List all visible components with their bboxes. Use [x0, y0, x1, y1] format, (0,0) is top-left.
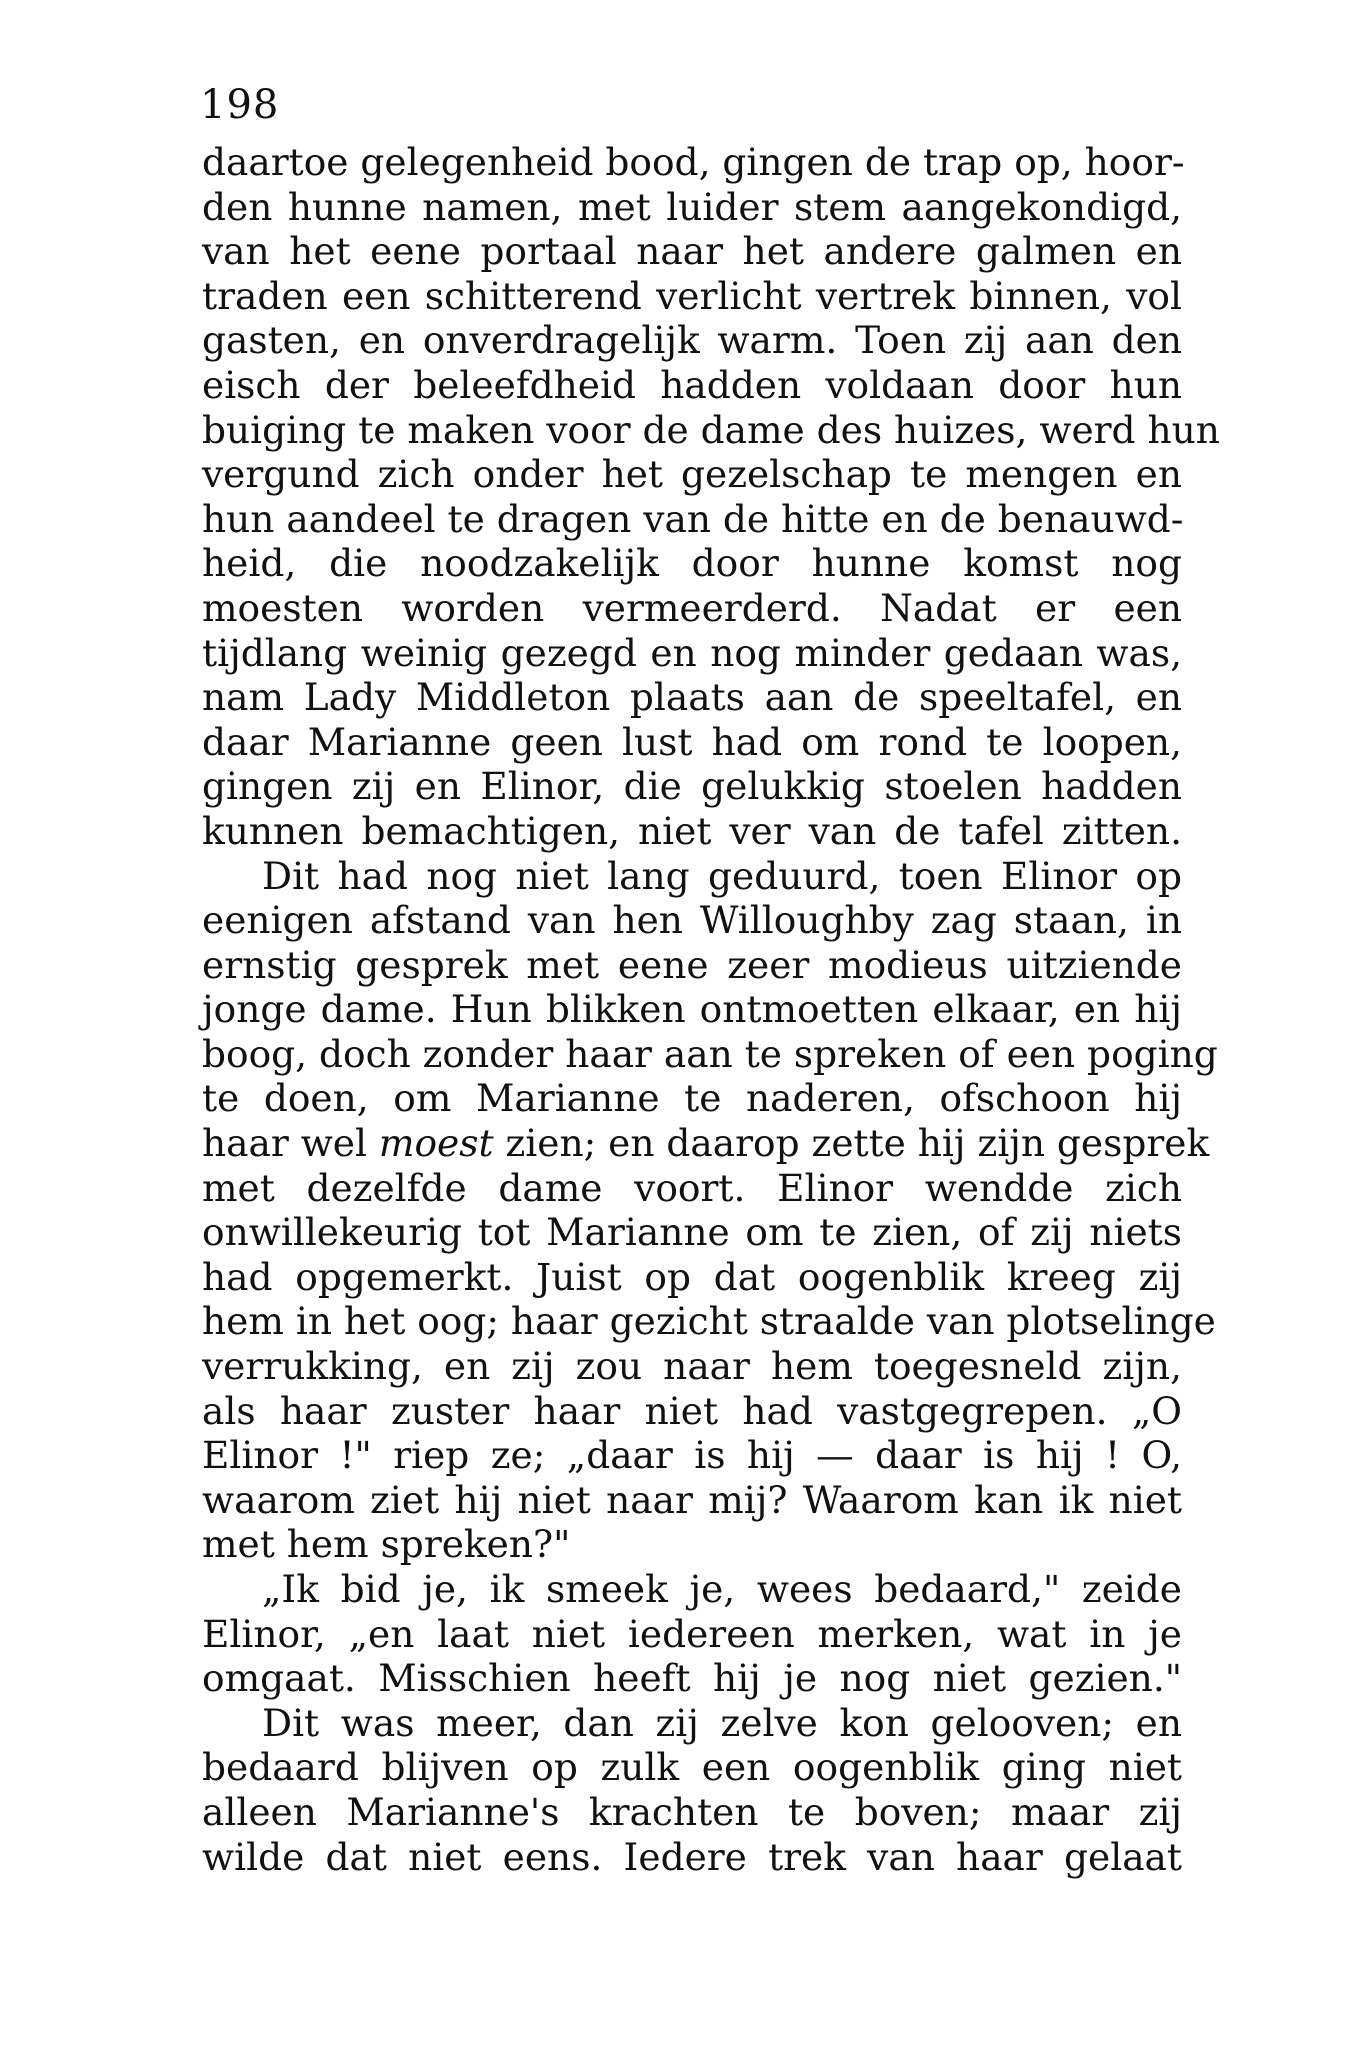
text-line: gasten, en onverdragelijk warm. Toen zij aan den [202, 318, 1182, 363]
text-line: alleen Marianne's krachten te boven; maar zij [202, 1789, 1182, 1834]
text-line: gingen zij en Elinor, die gelukkig stoelen hadden [202, 764, 1182, 809]
text-line: moesten worden vermeerderd. Nadat er een [202, 585, 1182, 630]
text-line: Elinor, „en laat niet iedereen merken, wat in je [202, 1611, 1182, 1656]
text-line: jonge dame. Hun blikken ontmoetten elkaar, en hij [202, 987, 1182, 1032]
text-line: te doen, om Marianne te naderen, ofschoon hij [202, 1076, 1182, 1121]
text-line: nam Lady Middleton plaats aan de speeltafel, en [202, 675, 1182, 720]
text-line: kunnen bemachtigen, niet ver van de tafel zitten. [202, 808, 1182, 853]
text-line: heid, die noodzakelijk door hunne komst nog [202, 541, 1182, 586]
text-line: waarom ziet hij niet naar mij? Waarom kan ik niet [202, 1477, 1182, 1522]
text-line: van het eene portaal naar het andere galmen en [202, 229, 1182, 274]
paragraph [202, 140, 1220, 854]
text-line: Dit had nog niet lang geduurd, toen Elinor op [262, 853, 1182, 898]
text-line: met dezelfde dame voort. Elinor wendde zich [202, 1165, 1182, 1210]
text-line: onwillekeurig tot Marianne om te zien, of zij niets [202, 1210, 1182, 1255]
text-line: bedaard blijven op zulk een oogenblik ging niet [202, 1745, 1182, 1790]
text-line: eisch der beleefdheid hadden voldaan door hun [202, 362, 1182, 407]
text-line: den hunne namen, met luider stem aangekondigd, [202, 184, 1182, 229]
text-line: Elinor !" riep ze; „daar is hij — daar is hij ! O, [202, 1433, 1182, 1478]
text-segment: haar wel [202, 1121, 379, 1166]
text-line: wilde dat niet eens. Iedere trek van haar gelaat [202, 1834, 1182, 1879]
emphasis-text: moest [378, 1121, 494, 1166]
body-text [202, 140, 1220, 1879]
text-line: als haar zuster haar niet had vastgegrepen. „O [202, 1388, 1182, 1433]
text-line: verrukking, en zij zou naar hem toegesneld zijn, [202, 1344, 1182, 1389]
text-line: hun aandeel te dragen van de hitte en de benauwd- [202, 496, 1184, 541]
text-line: boog, doch zonder haar aan te spreken of een poging [202, 1031, 1218, 1076]
text-line: buiging te maken voor de dame des huizes, werd hun [202, 407, 1220, 452]
text-line: ernstig gesprek met eene zeer modieus uitziende [202, 942, 1182, 987]
text-line: traden een schitterend verlicht vertrek binnen, vol [202, 273, 1182, 318]
text-line: vergund zich onder het gezelschap te mengen en [202, 452, 1182, 497]
text-line: met hem spreken?" [202, 1522, 571, 1567]
text-line: eenigen afstand van hen Willoughby zag staan, in [202, 898, 1182, 943]
text-line: omgaat. Misschien heeft hij je nog niet gezien." [202, 1656, 1182, 1701]
text-line: Dit was meer, dan zij zelve kon gelooven; en [262, 1700, 1182, 1745]
text-line: daartoe gelegenheid bood, gingen de trap op, hoor- [202, 140, 1185, 184]
paragraph [202, 1701, 1182, 1879]
text-line [202, 1121, 1210, 1166]
page-number: 198 [200, 82, 280, 128]
paragraph [202, 853, 1218, 1568]
text-line: had opgemerkt. Juist op dat oogenblik kreeg zij [202, 1254, 1182, 1299]
text-line: hem in het oog; haar gezicht straalde van plotselinge [202, 1299, 1216, 1344]
text-line: „Ik bid je, ik smeek je, wees bedaard," zeide [262, 1567, 1182, 1611]
text-line: daar Marianne geen lust had om rond te loopen, [202, 719, 1182, 764]
text-line: tijdlang weinig gezegd en nog minder gedaan was, [202, 630, 1182, 675]
text-segment: zien; en daarop zette hij zijn gesprek [493, 1121, 1210, 1166]
paragraph [202, 1567, 1182, 1701]
